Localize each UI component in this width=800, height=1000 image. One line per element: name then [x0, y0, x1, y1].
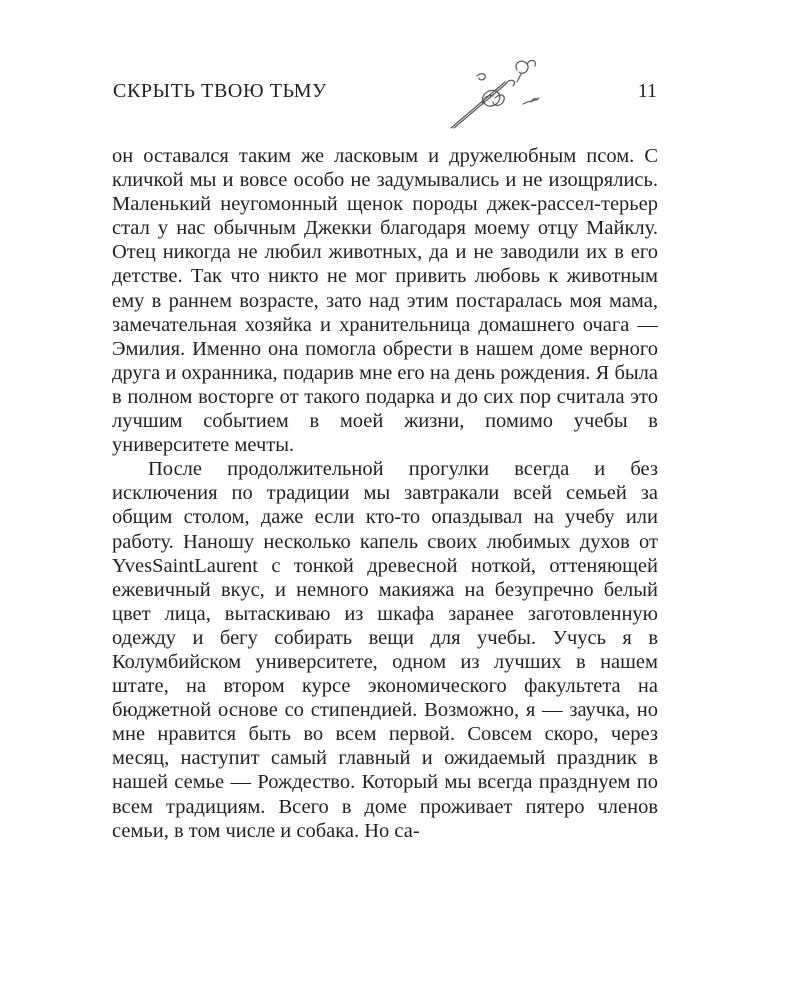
paragraph: После продолжительной прогулки всегда и без исключения по традиции мы завтракали всей семьей за общим столом, даже если кто-то опаздывал на учебу или работу. Наношу несколько капель своих любимых духов от YvesSaintLaurent с тонкой древесной ноткой, оттеняющей ежевичный вкус, и немного макияжа на безупречно белый цвет лица, вытаскиваю из шкафа заранее заготовленную одежду и бегу собирать вещи для учебы. Учусь я в Колумбийском университете, одном из лучших в нашем штате, на втором курсе экономического факультета на бюджетной основе со стипендией. Возможно, я — заучка, но мне нравится быть во всем первой. Совсем скоро, через месяц, наступит самый главный и ожидаемый праздник в нашей семье — Рождество. Который мы всегда празднуем по всем традициям. Всего в доме проживает пятеро членов семьи, в том числе и собака. Но са- — [112, 458, 658, 842]
running-title: СКРЫТЬ ТВОЮ ТЬМУ — [113, 80, 327, 102]
body-text — [112, 144, 658, 843]
paragraph: он оставался таким же ласковым и дружелюбным псом. С кличкой мы и вовсе особо не задумывались и не изощрялись. Маленький неугомонный щенок породы джек-рассел-терьер стал у нас обычным Джекки благодаря моему отцу Майклу. Отец никогда не любил животных, да и не заводили их в его детстве. Так что никто не мог привить любовь к животным ему в раннем возрасте, зато над этим постаралась моя мама, замечательная хозяйка и хранительница домашнего очага — Эмилия. Именно она помогла обрести в нашем доме верного друга и охранника, подарив мне его на день рождения. Я была в полном восторге от такого подарка и до сих пор считала это лучшим событием в моей жизни, помимо учебы в университете мечты. — [112, 145, 658, 457]
floral-flourish-icon — [443, 52, 563, 132]
page-header — [113, 74, 657, 124]
page-number: 11 — [637, 80, 657, 102]
